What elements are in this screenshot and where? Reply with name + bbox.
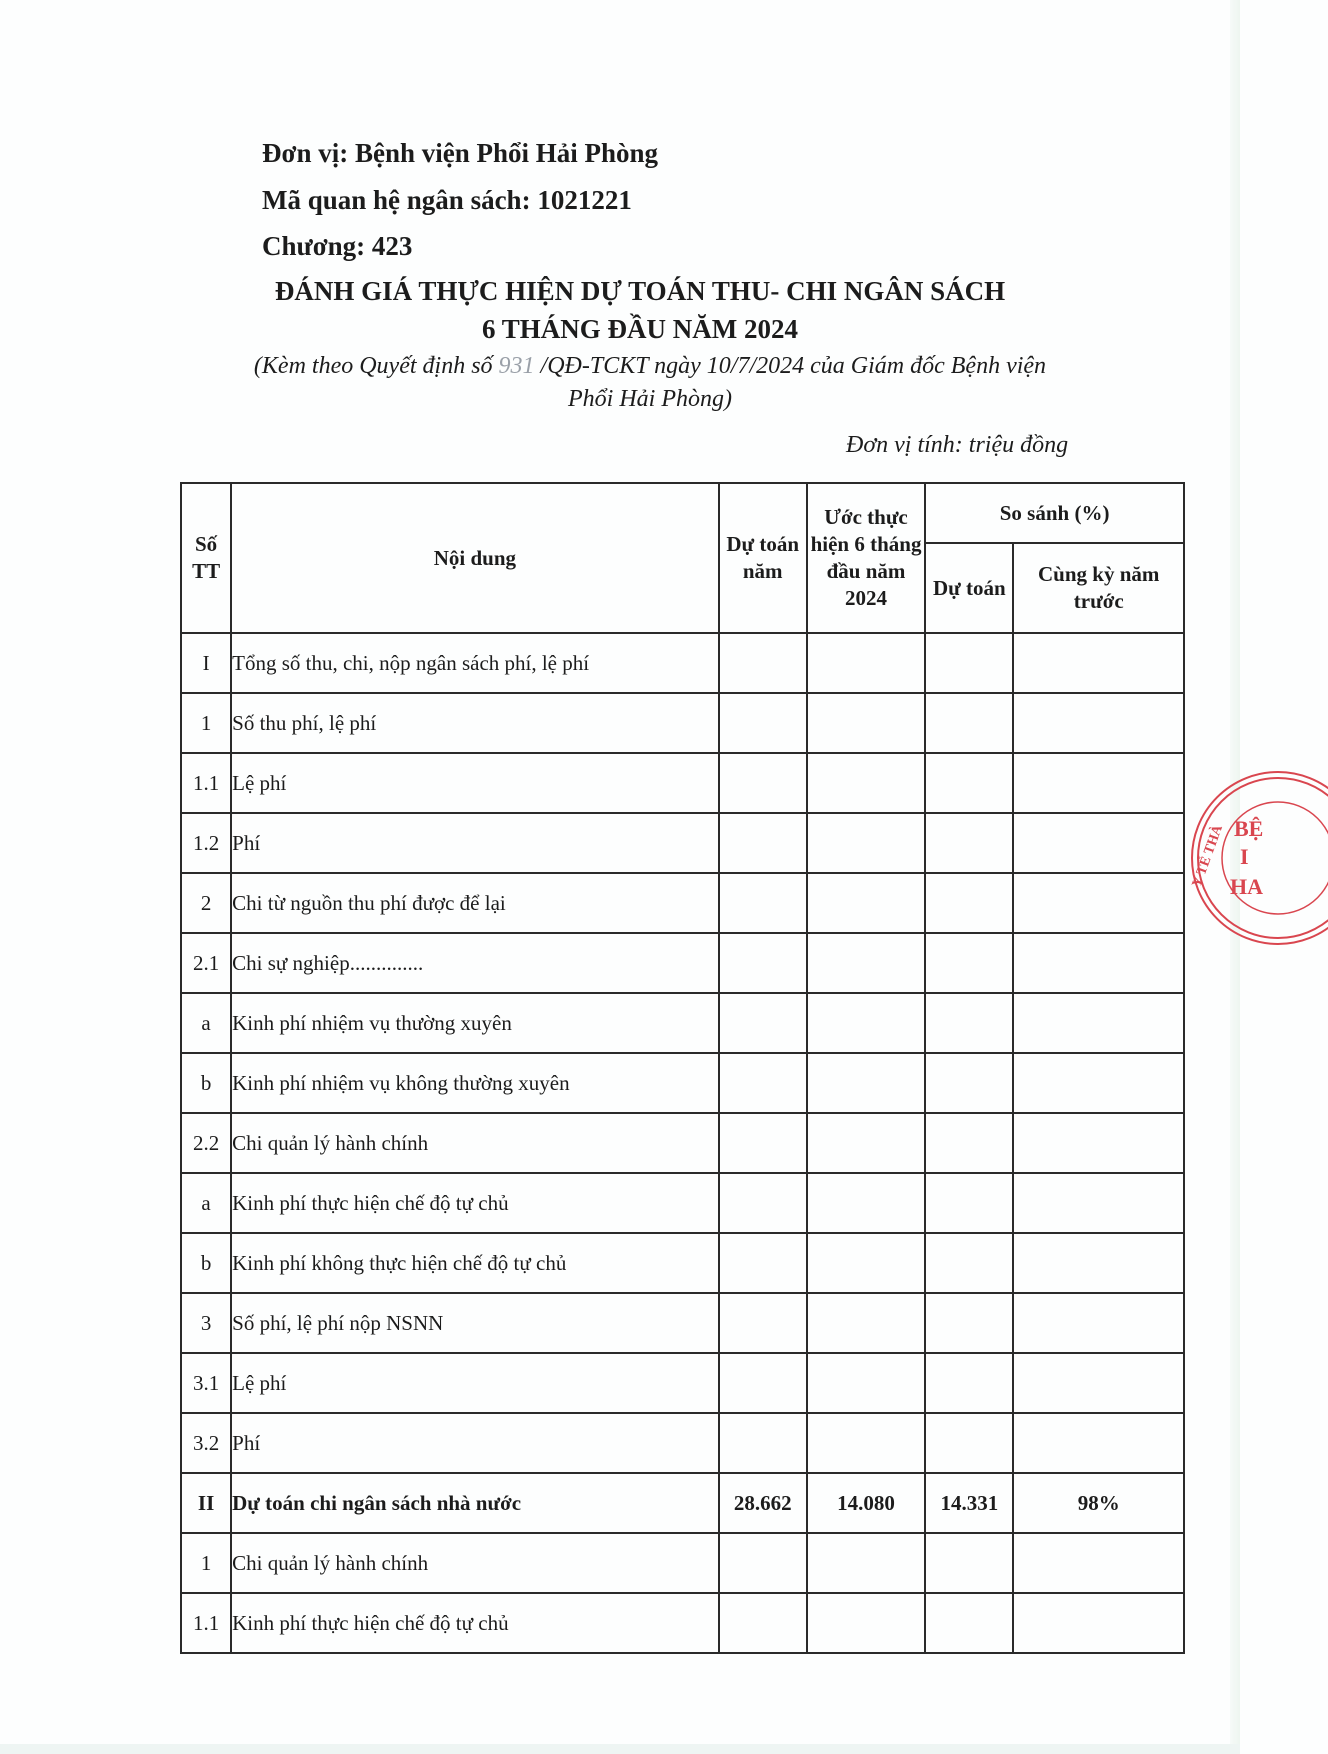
table-row xyxy=(181,873,1184,933)
row-compare-prev-year xyxy=(1013,933,1184,993)
row-compare-plan xyxy=(925,633,1013,693)
row-estimate-6m xyxy=(807,1413,925,1473)
decision-line2: Phổi Hải Phòng) xyxy=(568,386,732,412)
row-estimate-6m xyxy=(807,1293,925,1353)
row-content: Chi sự nghiệp.............. xyxy=(231,933,718,993)
header-compare-prev-year: Cùng kỳ năm trước xyxy=(1013,543,1184,633)
table-body xyxy=(181,633,1184,1653)
row-annual-plan xyxy=(719,753,807,813)
row-annual-plan xyxy=(719,633,807,693)
row-compare-prev-year xyxy=(1013,1293,1184,1353)
row-content: Kinh phí nhiệm vụ thường xuyên xyxy=(231,993,718,1053)
row-compare-plan xyxy=(925,1293,1013,1353)
row-annual-plan xyxy=(719,1353,807,1413)
currency-unit: Đơn vị tính: triệu đồng xyxy=(846,432,1069,458)
row-compare-plan xyxy=(925,753,1013,813)
row-content: Số phí, lệ phí nộp NSNN xyxy=(231,1293,718,1353)
row-stt: b xyxy=(181,1053,231,1113)
row-estimate-6m xyxy=(807,1173,925,1233)
row-compare-prev-year xyxy=(1013,993,1184,1053)
row-estimate-6m xyxy=(807,1053,925,1113)
row-compare-prev-year xyxy=(1013,753,1184,813)
row-compare-prev-year xyxy=(1013,1593,1184,1653)
row-annual-plan xyxy=(719,1233,807,1293)
row-compare-plan xyxy=(925,1113,1013,1173)
row-estimate-6m xyxy=(807,693,925,753)
row-compare-plan xyxy=(925,873,1013,933)
row-annual-plan xyxy=(719,1293,807,1353)
table-row xyxy=(181,753,1184,813)
row-compare-prev-year xyxy=(1013,1233,1184,1293)
row-estimate-6m xyxy=(807,1233,925,1293)
row-compare-plan xyxy=(925,933,1013,993)
row-estimate-6m xyxy=(807,753,925,813)
row-stt: 2.1 xyxy=(181,933,231,993)
table-row xyxy=(181,633,1184,693)
row-compare-plan xyxy=(925,813,1013,873)
row-estimate-6m xyxy=(807,933,925,993)
row-content: Dự toán chi ngân sách nhà nước xyxy=(231,1473,718,1533)
table-row xyxy=(181,1233,1184,1293)
table-row xyxy=(181,1113,1184,1173)
table-row xyxy=(181,1053,1184,1113)
row-compare-prev-year xyxy=(1013,813,1184,873)
row-compare-plan xyxy=(925,693,1013,753)
row-stt: 1.1 xyxy=(181,753,231,813)
row-content: Phí xyxy=(231,813,718,873)
row-compare-plan xyxy=(925,1173,1013,1233)
table-row xyxy=(181,1413,1184,1473)
row-estimate-6m xyxy=(807,993,925,1053)
table-row xyxy=(181,1593,1184,1653)
row-compare-plan: 14.331 xyxy=(925,1473,1013,1533)
table-row xyxy=(181,1293,1184,1353)
row-estimate-6m: 14.080 xyxy=(807,1473,925,1533)
row-stt: 3.2 xyxy=(181,1413,231,1473)
row-stt: a xyxy=(181,1173,231,1233)
row-content: Phí xyxy=(231,1413,718,1473)
row-stt: 1 xyxy=(181,693,231,753)
row-annual-plan xyxy=(719,1593,807,1653)
row-annual-plan xyxy=(719,1053,807,1113)
row-content: Chi từ nguồn thu phí được để lại xyxy=(231,873,718,933)
table-row xyxy=(181,813,1184,873)
page-edge xyxy=(0,1744,1240,1754)
row-stt: 1.1 xyxy=(181,1593,231,1653)
unit-name: Đơn vị: Bệnh viện Phổi Hải Phòng xyxy=(262,138,659,168)
row-estimate-6m xyxy=(807,1113,925,1173)
row-estimate-6m xyxy=(807,1593,925,1653)
row-compare-plan xyxy=(925,993,1013,1053)
table-row xyxy=(181,1353,1184,1413)
header-compare-plan: Dự toán xyxy=(925,543,1013,633)
row-stt: I xyxy=(181,633,231,693)
decision-reference xyxy=(190,350,1110,416)
row-annual-plan xyxy=(719,1533,807,1593)
row-estimate-6m xyxy=(807,1533,925,1593)
row-stt: 2 xyxy=(181,873,231,933)
row-annual-plan xyxy=(719,1113,807,1173)
row-content: Lệ phí xyxy=(231,753,718,813)
row-stt: b xyxy=(181,1233,231,1293)
decision-prefix: (Kèm theo Quyết định số xyxy=(253,353,499,379)
row-stt: 1 xyxy=(181,1533,231,1593)
row-annual-plan: 28.662 xyxy=(719,1473,807,1533)
row-annual-plan xyxy=(719,1173,807,1233)
header-stt: Số TT xyxy=(181,483,231,633)
header-compare-group: So sánh (%) xyxy=(925,483,1184,543)
row-compare-prev-year xyxy=(1013,1113,1184,1173)
chapter: Chương: 423 xyxy=(262,231,413,261)
row-content: Tổng số thu, chi, nộp ngân sách phí, lệ phí xyxy=(231,633,718,693)
row-content: Lệ phí xyxy=(231,1353,718,1413)
row-estimate-6m xyxy=(807,633,925,693)
row-content: Kinh phí không thực hiện chế độ tự chủ xyxy=(231,1233,718,1293)
stamp-inner-ring xyxy=(1198,778,1328,938)
document-title: ĐÁNH GIÁ THỰC HIỆN DỰ TOÁN THU- CHI NGÂN SÁCH xyxy=(274,276,1006,306)
header-annual-plan: Dự toán năm xyxy=(719,483,807,633)
table-row xyxy=(181,693,1184,753)
stamp-text-3: HA xyxy=(1230,874,1263,899)
row-compare-prev-year xyxy=(1013,633,1184,693)
row-stt: a xyxy=(181,993,231,1053)
stamp-arc-text: Y TẾ THÀ xyxy=(1189,823,1227,890)
row-compare-plan xyxy=(925,1053,1013,1113)
row-compare-plan xyxy=(925,1413,1013,1473)
row-content: Kinh phí nhiệm vụ không thường xuyên xyxy=(231,1053,718,1113)
table-row xyxy=(181,993,1184,1053)
header-content: Nội dung xyxy=(231,483,718,633)
decision-suffix: /QĐ-TCKT ngày 10/7/2024 của Giám đốc Bệnh viện xyxy=(534,353,1047,379)
row-annual-plan xyxy=(719,873,807,933)
row-annual-plan xyxy=(719,993,807,1053)
official-stamp xyxy=(1178,768,1328,948)
row-compare-prev-year xyxy=(1013,1053,1184,1113)
row-compare-prev-year xyxy=(1013,693,1184,753)
decision-number: 931 xyxy=(498,353,535,379)
row-content: Kinh phí thực hiện chế độ tự chủ xyxy=(231,1593,718,1653)
row-estimate-6m xyxy=(807,873,925,933)
row-annual-plan xyxy=(719,813,807,873)
row-content: Chi quản lý hành chính xyxy=(231,1113,718,1173)
row-compare-prev-year xyxy=(1013,1533,1184,1593)
row-compare-plan xyxy=(925,1593,1013,1653)
row-compare-plan xyxy=(925,1533,1013,1593)
table-row xyxy=(181,1473,1184,1533)
row-stt: 3.1 xyxy=(181,1353,231,1413)
row-compare-prev-year: 98% xyxy=(1013,1473,1184,1533)
row-compare-prev-year xyxy=(1013,1173,1184,1233)
row-estimate-6m xyxy=(807,813,925,873)
row-compare-plan xyxy=(925,1233,1013,1293)
document-title-period: 6 THÁNG ĐẦU NĂM 2024 xyxy=(482,314,798,344)
stamp-text-1: BỆ xyxy=(1234,816,1264,841)
table-header-row xyxy=(181,483,1184,543)
row-annual-plan xyxy=(719,1413,807,1473)
table-row xyxy=(181,1533,1184,1593)
row-estimate-6m xyxy=(807,1353,925,1413)
stamp-text-2: I xyxy=(1240,844,1249,869)
budget-table xyxy=(180,482,1185,1654)
row-compare-prev-year xyxy=(1013,1353,1184,1413)
row-compare-prev-year xyxy=(1013,873,1184,933)
row-compare-prev-year xyxy=(1013,1413,1184,1473)
row-content: Chi quản lý hành chính xyxy=(231,1533,718,1593)
header-estimate-6m: Ước thực hiện 6 tháng đầu năm 2024 xyxy=(807,483,925,633)
budget-code: Mã quan hệ ngân sách: 1021221 xyxy=(262,185,632,215)
row-stt: 3 xyxy=(181,1293,231,1353)
row-annual-plan xyxy=(719,693,807,753)
row-content: Số thu phí, lệ phí xyxy=(231,693,718,753)
table-row xyxy=(181,1173,1184,1233)
row-annual-plan xyxy=(719,933,807,993)
row-stt: 2.2 xyxy=(181,1113,231,1173)
row-stt: 1.2 xyxy=(181,813,231,873)
row-stt: II xyxy=(181,1473,231,1533)
table-row xyxy=(181,933,1184,993)
row-compare-plan xyxy=(925,1353,1013,1413)
row-content: Kinh phí thực hiện chế độ tự chủ xyxy=(231,1173,718,1233)
